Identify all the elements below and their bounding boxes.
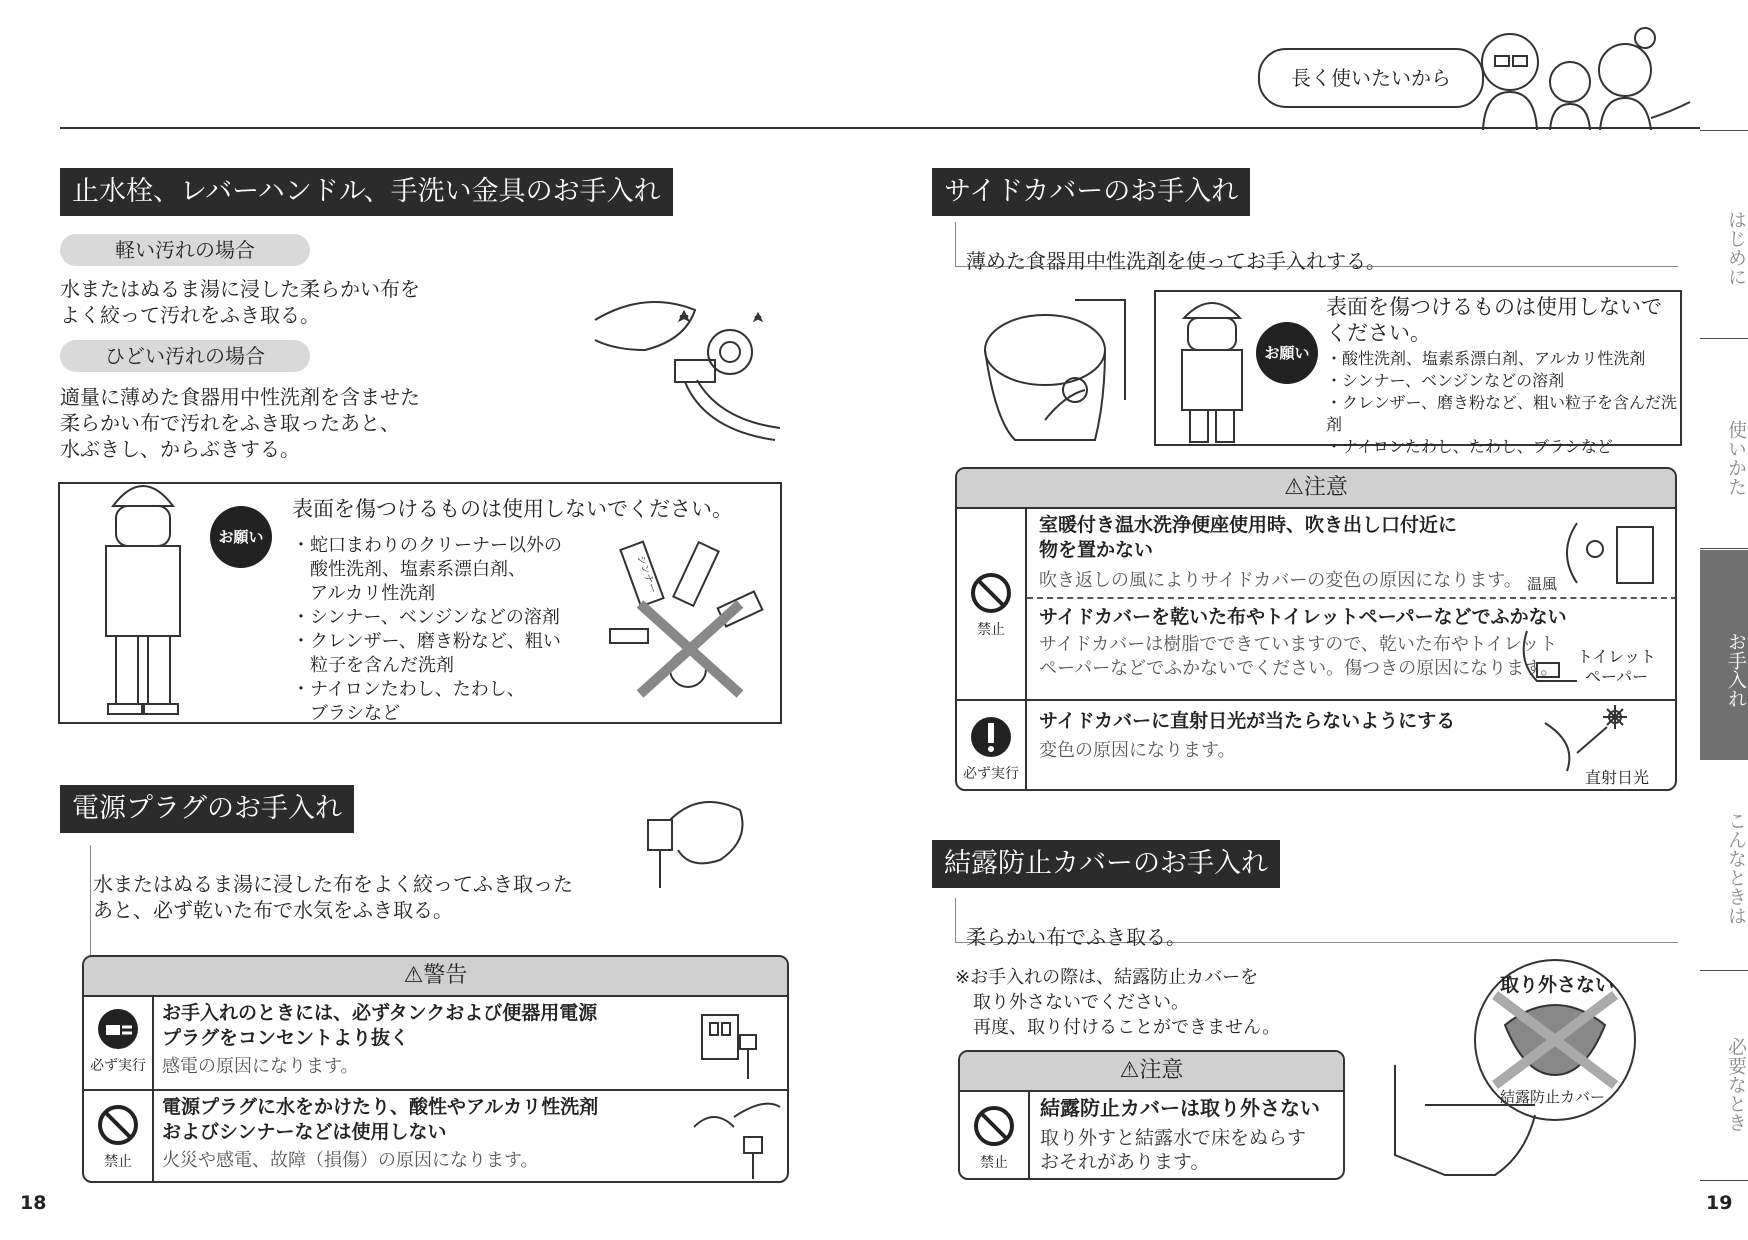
plug-wipe-illustration bbox=[640, 790, 760, 890]
section-title-condensation-cover: 結露防止カバーのお手入れ bbox=[932, 840, 1280, 888]
bottle-label: シンナー bbox=[634, 553, 659, 595]
worker-bowing-figure bbox=[1172, 288, 1252, 446]
unplug-mandatory-icon bbox=[96, 1007, 140, 1051]
caution-item-title: サイドカバーを乾いた布やトイレットペーパーなどでふかない bbox=[1039, 606, 1567, 628]
condensation-text-wrap bbox=[955, 898, 1678, 949]
heavy-dirt-label: ひどい汚れの場合 bbox=[60, 340, 310, 372]
warning-row-icon-col bbox=[84, 1091, 154, 1183]
plug-water-illustration bbox=[684, 1097, 784, 1181]
toilet-side-illustration bbox=[975, 290, 1135, 450]
prohibited-icon bbox=[972, 1104, 1016, 1148]
request-box-right bbox=[1154, 290, 1682, 456]
plug-text-content: 水またはぬるま湯に浸した布をよく絞ってふき取った あと、必ず乾いた布で水気をふき取る。 bbox=[93, 872, 573, 922]
section-title-faucet: 止水栓、レバーハンドル、手洗い金具のお手入れ bbox=[60, 168, 673, 216]
caution-item-desc: 変色の原因になります。 bbox=[1039, 740, 1236, 761]
warning-title: ⚠警告 bbox=[84, 957, 787, 997]
prohibited-icon bbox=[96, 1103, 140, 1147]
fig-label-do-not-remove: 取り外さない bbox=[1500, 974, 1615, 996]
prohibited-icon bbox=[969, 571, 1013, 615]
caution-row bbox=[960, 1092, 1343, 1180]
caution-row-icon-col bbox=[960, 1092, 1030, 1180]
heavy-dirt-text: 適量に薄めた食器用中性洗剤を含ませた 柔らかい布で汚れをふき取ったあと、 水ぶきし、からぶきする。 bbox=[60, 385, 420, 461]
warning-row-icon-col bbox=[84, 997, 154, 1089]
condensation-text: 柔らかい布でふき取る。 bbox=[966, 925, 1186, 949]
caution-row-icon-col bbox=[957, 701, 1027, 791]
caution-row bbox=[957, 509, 1675, 701]
request-title-right: 表面を傷つけるものは使用しないで ください。 bbox=[1326, 295, 1662, 345]
warning-box bbox=[82, 955, 789, 1183]
caution-triangle-icon: ⚠ bbox=[1119, 1058, 1140, 1083]
worker-bowing-figure bbox=[78, 456, 208, 718]
tab-divider bbox=[1700, 970, 1748, 971]
caution-triangle-icon: ⚠ bbox=[1284, 475, 1304, 500]
condensation-note: ※お手入れの際は、結露防止カバーを 取り外さないでください。 再度、取り付けることができません。 bbox=[955, 967, 1281, 1038]
request-list-right: ・酸性洗剤、塩素系漂白剤、アルカリ性洗剤 ・シンナー、ベンジンなどの溶剤 ・クレンザー、磨き粉など、粗い粒子を含んだ洗剤 ・ナイロンたわし、たわし、ブラシなど bbox=[1326, 349, 1677, 456]
caution-row-title: 結露防止カバーは取り外さない bbox=[1040, 1096, 1320, 1120]
caution-row bbox=[957, 701, 1675, 791]
caution-item-title: 室暖付き温水洗浄便座使用時、吹き出し口付近に 物を置かない bbox=[1039, 514, 1458, 561]
warning-row-icon-label: 必ず実行 bbox=[90, 1058, 146, 1074]
tab-konnatokiwa[interactable]: こんなときは bbox=[1725, 811, 1747, 925]
warning-row-icon-label: 禁止 bbox=[104, 1154, 132, 1170]
tab-hajimeni[interactable]: はじめに bbox=[1725, 210, 1747, 286]
request-list: ・蛇口まわりのクリーナー以外の 酸性洗剤、塩素系漂白剤、 アルカリ性洗剤 ・シンナー、ベンジンなどの溶剤 ・クレンザー、磨き粉など、粗い 粒子を含んだ洗剤 ・ナイロンたわし、たわし、 ブラシなど bbox=[292, 535, 562, 724]
side-cover-text: 薄めた食器用中性洗剤を使ってお手入れする。 bbox=[966, 249, 1386, 273]
warning-triangle-icon: ⚠ bbox=[403, 963, 424, 988]
sunlight-illustration bbox=[1537, 703, 1637, 773]
faucet-wipe-illustration bbox=[585, 280, 785, 450]
caution-row-icon-label: 禁止 bbox=[977, 622, 1005, 638]
light-dirt-text: 水またはぬるま湯に浸した柔らかい布を よく絞って汚れをふき取る。 bbox=[60, 277, 420, 327]
tab-hitsuyounatoki[interactable]: 必要なとき bbox=[1725, 1036, 1747, 1132]
caution-item-divider bbox=[1027, 597, 1677, 599]
page-number-left: 18 bbox=[20, 1192, 47, 1214]
outlet-illustration bbox=[694, 1005, 774, 1081]
caution-item-desc: サイドカバーは樹脂でできていますので、乾いた布やトイレット ペーパーなどでふかないでください。傷つきの原因になります。 bbox=[1039, 634, 1559, 679]
caution-row-desc: 取り外すと結露水で床をぬらす おそれがあります。 bbox=[1040, 1127, 1307, 1173]
caution-fig-label: 温風 bbox=[1527, 575, 1558, 593]
section-title-plug: 電源プラグのお手入れ bbox=[60, 785, 354, 833]
header-rule bbox=[60, 127, 1700, 129]
request-box-left bbox=[58, 482, 782, 724]
caution-fig-label: 直射日光 bbox=[1585, 768, 1650, 787]
caution-box-condensation bbox=[958, 1050, 1345, 1180]
request-badge-right: お願い bbox=[1256, 322, 1318, 384]
tab-divider bbox=[1700, 130, 1748, 131]
speech-bubble: 長く使いたいから bbox=[1258, 48, 1484, 108]
section-title-side-cover: サイドカバーのお手入れ bbox=[932, 168, 1250, 216]
caution-box-side-cover bbox=[955, 467, 1677, 791]
caution-fig-label: トイレット ペーパー bbox=[1577, 647, 1657, 686]
request-title: 表面を傷つけるものは使用しないでください。 bbox=[292, 497, 733, 521]
warning-row-desc: 感電の原因になります。 bbox=[162, 1056, 359, 1077]
caution-item-title: サイドカバーに直射日光が当たらないようにする bbox=[1039, 710, 1456, 732]
caution-row-icon-label: 必ず実行 bbox=[963, 766, 1019, 782]
side-cover-text-wrap bbox=[955, 222, 1678, 273]
tab-tsukaikata[interactable]: 使いかた bbox=[1725, 420, 1747, 496]
request-badge: お願い bbox=[210, 506, 272, 568]
caution-item-desc: 吹き返しの風によりサイドカバーの変色の原因になります。 bbox=[1039, 570, 1522, 591]
caution-row-icon-label: 禁止 bbox=[980, 1155, 1008, 1171]
tab-oteire[interactable]: お手入れ bbox=[1725, 632, 1747, 708]
caution-title: ⚠注意 bbox=[957, 469, 1675, 509]
mandatory-exclamation-icon bbox=[969, 715, 1013, 759]
prohibited-cleaners-illustration bbox=[600, 534, 770, 704]
mother-head bbox=[1599, 44, 1651, 96]
child-head bbox=[1550, 62, 1590, 102]
warning-row-desc: 火災や感電、故障（損傷）の原因になります。 bbox=[162, 1150, 539, 1171]
caution-title: ⚠注意 bbox=[960, 1052, 1343, 1092]
tab-divider bbox=[1700, 548, 1748, 549]
warning-row-title: お手入れのときには、必ずタンクおよび便器用電源 プラグをコンセントより抜く bbox=[162, 1002, 598, 1049]
family-illustration bbox=[1475, 20, 1700, 130]
page-number-right: 19 bbox=[1706, 1192, 1733, 1214]
tab-divider bbox=[1700, 1180, 1748, 1181]
caution-row-icon-col bbox=[957, 509, 1027, 699]
warning-row-title: 電源プラグに水をかけたり、酸性やアルカリ性洗剤 およびシンナーなどは使用しない bbox=[162, 1096, 599, 1143]
warning-row bbox=[84, 1091, 787, 1183]
tab-divider bbox=[1700, 338, 1748, 339]
fig-label-condensation-cover: 結露防止カバー bbox=[1500, 1088, 1606, 1106]
warning-row bbox=[84, 997, 787, 1091]
light-dirt-label: 軽い汚れの場合 bbox=[60, 234, 310, 266]
